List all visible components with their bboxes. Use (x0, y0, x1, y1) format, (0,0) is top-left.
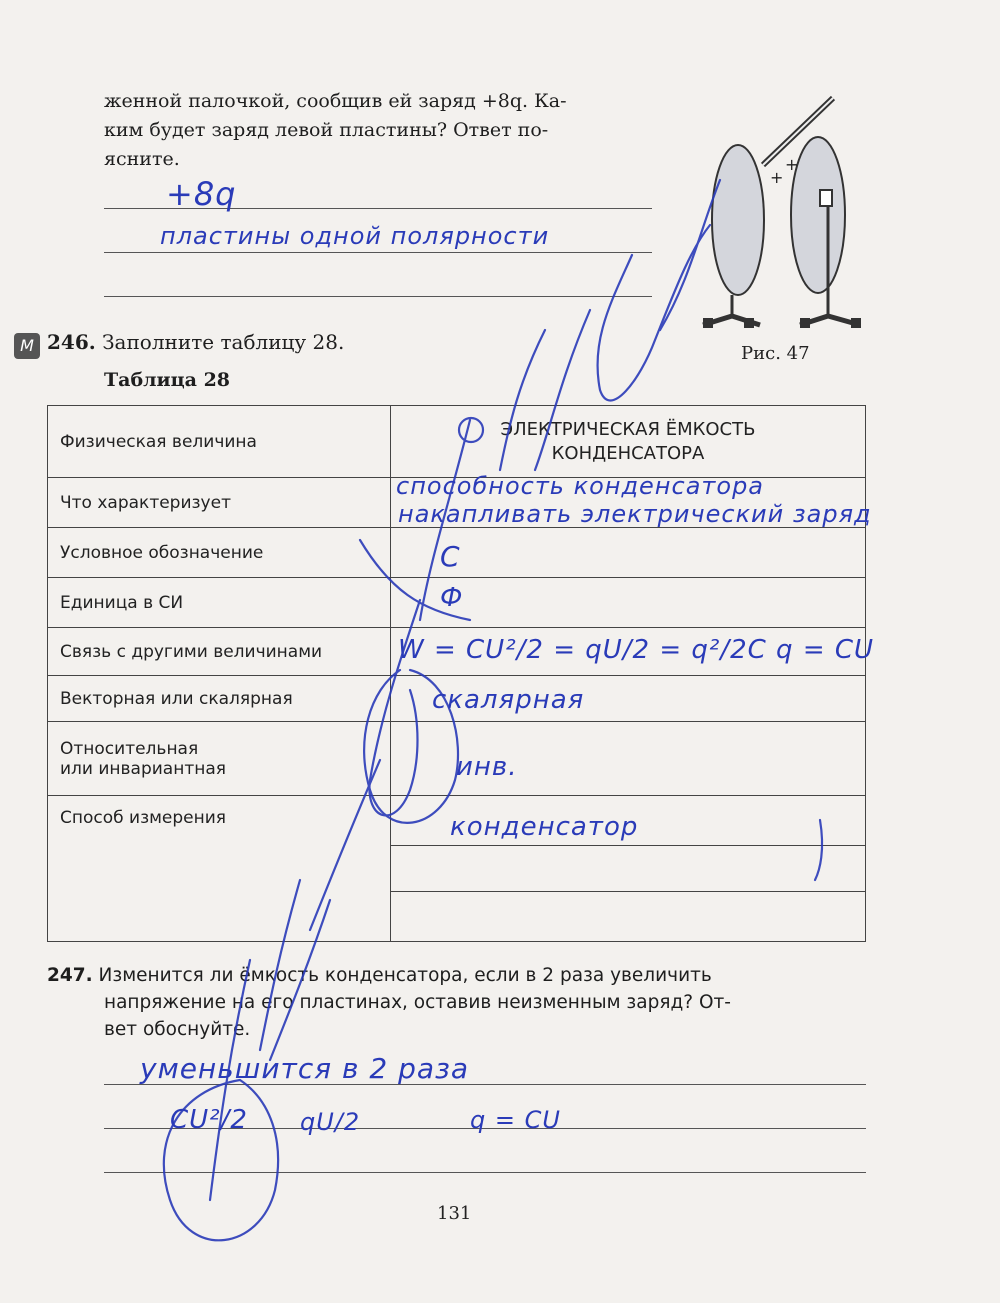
task-247-line-1 (47, 962, 731, 989)
handwritten-formula-qu: qU/2 (300, 1108, 361, 1136)
task-245-line-2: ким будет заряд левой пластины? Ответ по- (104, 119, 549, 141)
row-label: Связь с другими величинами (48, 628, 391, 676)
svg-text:+: + (785, 155, 799, 174)
task-247-line-3: вет обоснуйте. (104, 1019, 251, 1040)
table-title: Таблица 28 (104, 369, 231, 391)
handwritten-characterizes-2: накапливать электрический заряд (398, 500, 872, 528)
handwritten-formula-cu: CU²/2 (170, 1105, 248, 1135)
header-right-line-1: ЭЛЕКТРИЧЕСКАЯ ЁМКОСТЬ (500, 418, 756, 440)
task-245-line-1: женной палочкой, сообщив ей заряд +8q. Ка- (104, 90, 567, 112)
task-246-text: Заполните таблицу 28. (102, 330, 345, 354)
row-label: Условное обозначение (48, 528, 391, 578)
task-247-line-1-text: Изменится ли ёмкость конденсатора, если в 2 раза увеличить (98, 965, 712, 986)
svg-text:+: + (770, 168, 784, 187)
task-246-number: 246. (47, 330, 96, 354)
level-badge: М (14, 333, 40, 359)
row-label: Единица в СИ (48, 578, 391, 628)
left-plate (703, 145, 764, 328)
handwritten-scalar: скалярная (432, 685, 585, 715)
row-label-line-1: Относительная (60, 738, 199, 759)
right-plate (791, 137, 861, 328)
task-247-text (47, 962, 731, 1043)
handwritten-formula-q: q = CU (470, 1106, 561, 1134)
table-header-right (391, 406, 866, 478)
row-value-cell (391, 528, 866, 578)
row-label: Векторная или скалярная (48, 676, 391, 722)
handwritten-relations: W = CU²/2 = qU/2 = q²/2C q = CU (398, 635, 875, 665)
handwritten-unit: Ф (440, 583, 464, 613)
task-247-line-2: напряжение на его пластинах, оставив неизменным заряд? От- (104, 992, 731, 1013)
task-245-line-3: ясните. (104, 148, 180, 170)
handwritten-answer-247: уменьшится в 2 раза (140, 1052, 470, 1085)
table-header-left: Физическая величина (48, 406, 391, 478)
handwritten-answer-plates: пластины одной полярности (160, 222, 550, 250)
handwritten-answer-charge: +8q (166, 175, 237, 213)
row-label: Что характеризует (48, 478, 391, 528)
row-label: Способ измерения (48, 796, 391, 942)
row-value-cell-empty (391, 846, 866, 892)
row-value-cell-empty (391, 892, 866, 942)
figure-caption: Рис. 47 (741, 343, 810, 364)
page-number: 131 (437, 1203, 472, 1224)
row-label (48, 722, 391, 796)
table-header-row (48, 406, 866, 478)
task-247-number: 247. (47, 965, 93, 986)
answer-line (104, 1172, 866, 1173)
row-label-line-2: или инвариантная (60, 758, 226, 779)
header-right-line-2: КОНДЕНСАТОРА (551, 442, 705, 464)
task-246-header (47, 328, 344, 357)
handwritten-measurement: конденсатор (450, 812, 639, 842)
handwritten-characterizes-1: способность конденсатора (396, 472, 765, 500)
handwritten-invariant: инв. (456, 752, 518, 782)
handwritten-symbol: С (440, 540, 461, 573)
